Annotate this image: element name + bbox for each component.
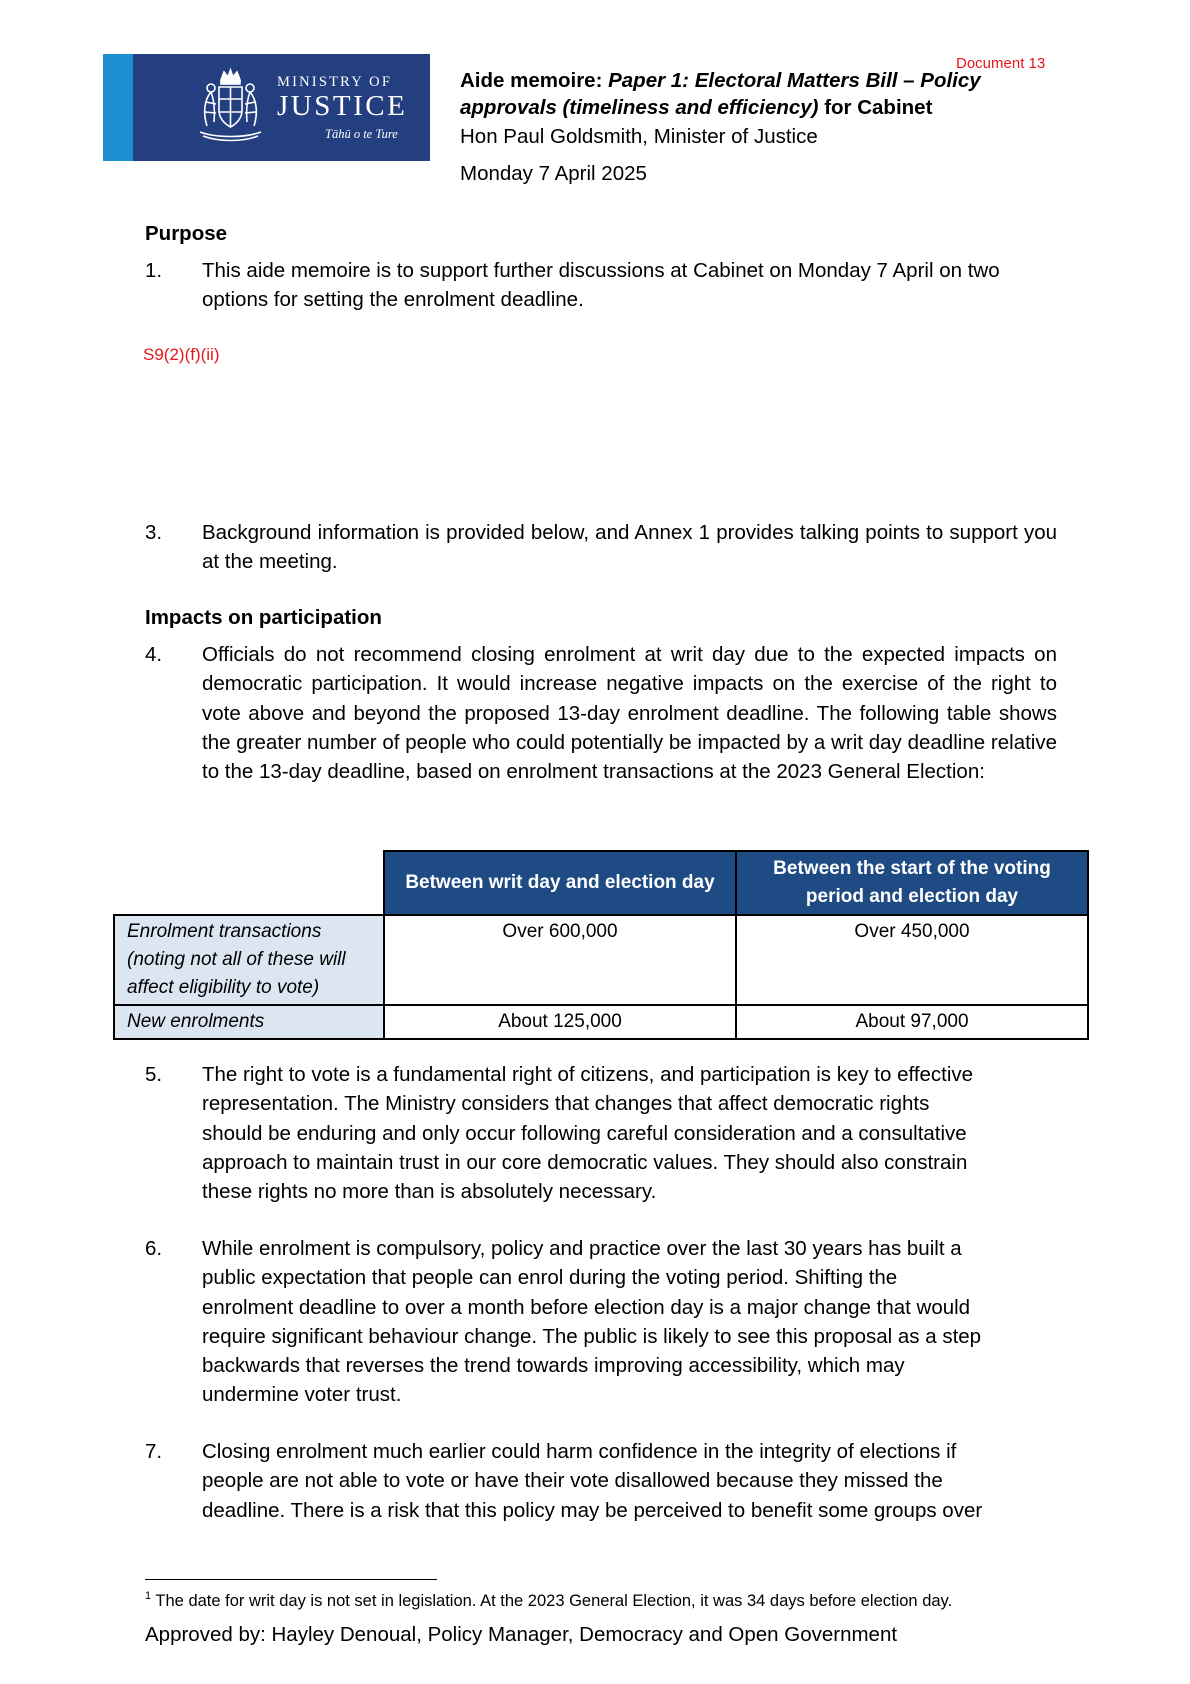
text-line: While enrolment is compulsory, policy and practice over the last 30 years has built a xyxy=(202,1237,962,1260)
document-title xyxy=(460,67,1040,121)
logo-line-ministry-of: MINISTRY OF xyxy=(277,74,393,90)
table-cell: Over 450,000 xyxy=(736,915,1088,1005)
coat-of-arms-icon xyxy=(188,66,273,151)
table-row-label: Enrolment transactions (noting not all of these will affect eligibility to vote) xyxy=(114,915,384,1005)
text-line: public expectation that people can enrol during the voting period. Shifting the xyxy=(202,1266,898,1290)
document-date: Monday 7 April 2025 xyxy=(460,162,647,185)
table-cell: About 125,000 xyxy=(384,1005,736,1039)
paragraph-6 xyxy=(145,1234,1057,1410)
table-header-cell: Between the start of the voting period and election day xyxy=(736,851,1088,915)
minister-name: Hon Paul Goldsmith, Minister of Justice xyxy=(460,125,818,148)
footnote-text: The date for writ day is not set in legislation. At the 2023 General Election, it was 34 days before election day. xyxy=(155,1592,953,1610)
table-cell: About 97,000 xyxy=(736,1005,1088,1039)
paragraph-5 xyxy=(145,1060,1057,1206)
paragraph-text: This aide memoire is to support further discussions at Cabinet on Monday 7 April on two options for setting the enrolment deadline. xyxy=(202,259,1000,312)
text-line: people are not able to vote or have their vote disallowed because they missed the xyxy=(202,1469,943,1493)
ministry-of-justice-logo xyxy=(103,54,430,161)
text-line: undermine voter trust. xyxy=(202,1383,402,1407)
logo-line-justice: JUSTICE xyxy=(277,90,408,122)
footnote-marker: 1 xyxy=(145,1590,152,1602)
table-row-label: New enrolments xyxy=(114,1005,384,1039)
paragraph-text xyxy=(202,1234,1057,1410)
table-header-row xyxy=(114,851,1088,915)
paragraph-7 xyxy=(145,1437,1057,1525)
table-row xyxy=(114,1005,1088,1039)
paragraph-number: 1. xyxy=(145,259,163,282)
text-line: backwards that reverses the trend towards improving accessibility, which may xyxy=(202,1354,905,1378)
paragraph-number: 7. xyxy=(145,1440,163,1463)
paragraph-1 xyxy=(145,256,1057,315)
text-line: enrolment deadline to over a month before election day is a major change that would xyxy=(202,1295,971,1319)
purpose-heading: Purpose xyxy=(145,222,228,245)
text-line: these rights no more than is absolutely necessary. xyxy=(202,1180,657,1204)
table-cell: Over 600,000 xyxy=(384,915,736,1005)
text-line: Closing enrolment much earlier could harm confidence in the integrity of elections if xyxy=(202,1440,957,1463)
enrolment-impact-table xyxy=(113,850,1089,1040)
paragraph-text xyxy=(202,1060,1057,1206)
document-reference: Document 13 xyxy=(956,55,1046,72)
paragraph-number: 6. xyxy=(145,1237,163,1260)
title-prefix: Aide memoire: xyxy=(460,69,609,92)
text-line: should be enduring and only occur following careful consideration and a consultative xyxy=(202,1121,967,1145)
text-line: The right to vote is a fundamental right of citizens, and participation is key to effective xyxy=(202,1063,974,1086)
paragraph-3 xyxy=(145,518,1057,577)
logo-line-maori-name: Tāhū o te Ture xyxy=(325,127,398,141)
participation-heading: Impacts on participation xyxy=(145,606,382,629)
logo-stripe xyxy=(103,54,133,161)
footnote xyxy=(145,1592,952,1611)
text-line: representation. The Ministry considers that changes that affect democratic rights xyxy=(202,1092,930,1116)
paragraph-text: Background information is provided below, and Annex 1 provides talking points to support you at the meeting. xyxy=(202,521,1057,574)
document-header xyxy=(460,67,1040,187)
approved-by: Approved by: Hayley Denoual, Policy Manager, Democracy and Open Government xyxy=(145,1623,898,1646)
title-paper-name: Paper 1: Electoral Matters Bill – Policy approvals (timeliness and efficiency) xyxy=(460,69,981,119)
table-row xyxy=(114,915,1088,1005)
paragraph-number: 4. xyxy=(145,643,163,666)
text-line: require significant behaviour change. The public is likely to see this proposal as a step xyxy=(202,1324,982,1348)
paragraph-number: 3. xyxy=(145,521,163,544)
paragraph-text xyxy=(202,1437,1057,1525)
footnote-divider xyxy=(145,1579,437,1580)
redaction-marker: S9(2)(f)(ii) xyxy=(143,345,220,364)
title-suffix: for Cabinet xyxy=(818,96,933,119)
paragraph-4 xyxy=(145,640,1057,786)
text-line: approach to maintain trust in our core democratic values. They should also constrain xyxy=(202,1150,968,1174)
paragraph-text: Officials do not recommend closing enrolment at writ day due to the expected impacts on democratic participation. It would increase negative impacts on the exercise of the right to vote above and beyond the proposed 13-day enrolment deadline. The following table shows the greater number of people who could potentially be impacted by a writ day deadline relative to the 13-day deadline, based on enrolment transactions at the 2023 General Election: xyxy=(202,643,1057,784)
text-line: deadline. There is a risk that this policy may be perceived to benefit some groups over xyxy=(202,1498,983,1522)
table-header-cell: Between writ day and election day xyxy=(384,851,736,915)
table-corner-cell xyxy=(114,851,384,915)
paragraph-number: 5. xyxy=(145,1063,163,1086)
